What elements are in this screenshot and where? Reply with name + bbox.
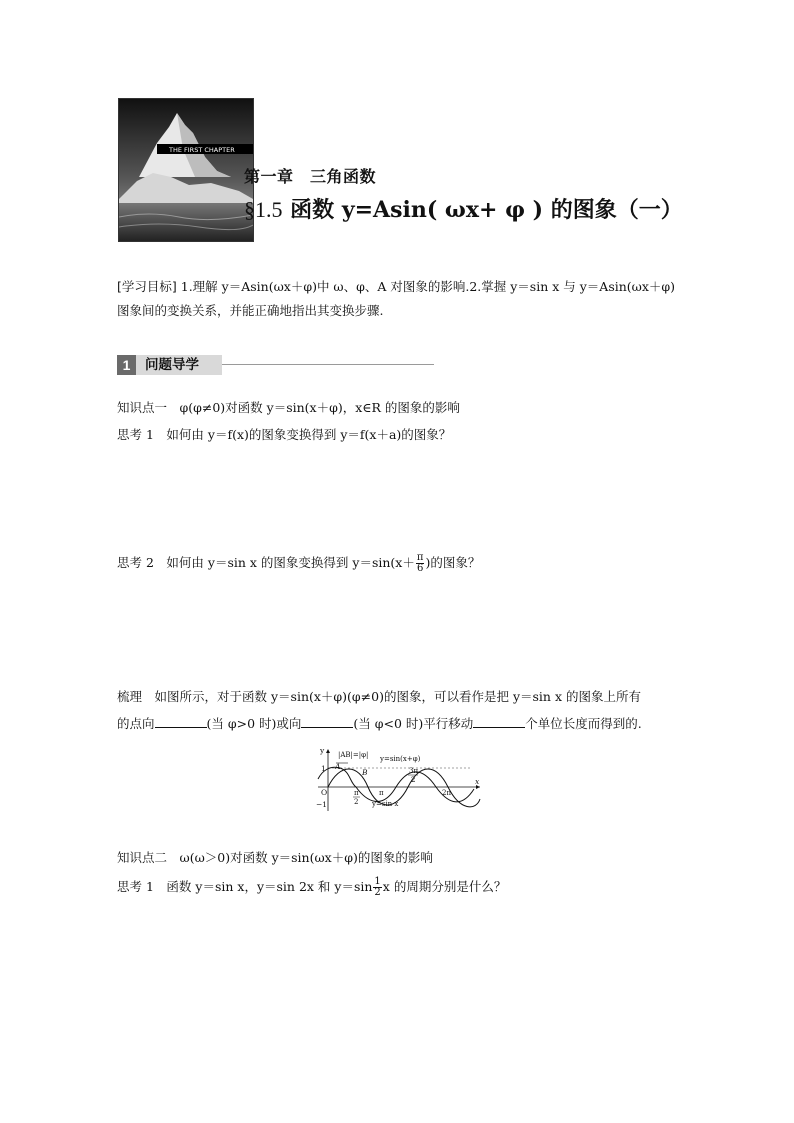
knowledge-point-2-heading: 知识点二 ω(ω＞0)对函数 y＝sin(ωx＋φ)的图象的影响 [117, 850, 433, 865]
pi-tick-label: π [379, 789, 384, 797]
three-pi-half-denominator: 2 [411, 776, 416, 784]
cover-caption: THE FIRST CHAPTER [169, 146, 235, 154]
ab-distance-label: |AB|=|φ| [338, 751, 369, 759]
think-question-1: 思考 1 如何由 y＝f(x)的图象变换得到 y＝f(x＋a)的图象？ [117, 427, 452, 442]
fill-blank-3[interactable] [473, 716, 525, 728]
fraction-numerator: π [416, 552, 424, 563]
summary-text-a: 的点向 [117, 716, 155, 731]
two-pi-tick-label: 2π [442, 789, 452, 797]
section-heading: 问题导学 [136, 355, 222, 375]
section-divider [222, 364, 434, 365]
section-number: §1.5 [244, 197, 283, 222]
knowledge-point-1-heading: 知识点一 φ(φ≠0)对函数 y＝sin(x＋φ)，x∈R 的图象的影响 [117, 400, 460, 415]
fill-blank-2[interactable] [301, 716, 353, 728]
summary-line-1: 梳理 如图所示，对于函数 y＝sin(x＋φ)(φ≠0)的图象，可以看作是把 y＝sin x 的图象上所有 [117, 689, 641, 704]
section-title-text: 函数 y=Asin( ωx+ φ ) 的图象（一） [290, 197, 683, 223]
shifted-curve-label: y=sin(x+φ) [380, 755, 421, 763]
think-question-2 [117, 553, 480, 574]
objectives-tag: [学习目标] [117, 279, 177, 294]
objectives-text: 1.理解 y＝Asin(ωx＋φ)中 ω、φ、A 对图象的影响.2.掌握 y＝sin x 与 y＝Asin(ωx＋φ)图象间的变换关系，并能正确地指出其变换步骤. [117, 279, 676, 318]
fraction-denominator: 2 [374, 887, 381, 898]
summary-line-2 [117, 710, 683, 737]
summary-text-c: (当 φ<0 时)平行移动 [353, 716, 474, 731]
pi-half-numerator: π [354, 789, 359, 797]
sin-x-curve-label: y=sin x [372, 800, 399, 808]
tick-neg1-label: −1 [316, 800, 328, 809]
think3-text-after: x 的周期分别是什么？ [382, 879, 507, 894]
sine-shift-graph [310, 745, 485, 813]
chapter-cover-image [118, 98, 254, 242]
summary-text-d: 个单位长度而得到的. [525, 716, 642, 731]
pi-over-6-fraction [416, 553, 425, 574]
tick-1-label: 1 [321, 764, 326, 773]
chapter-label: 第一章 三角函数 [244, 167, 377, 186]
one-half-fraction [373, 877, 381, 898]
fill-blank-1[interactable] [155, 716, 207, 728]
section-title [244, 193, 683, 224]
point-a-label: A [335, 762, 341, 771]
fraction-denominator: 6 [416, 563, 424, 574]
point-b-label: B [362, 768, 368, 777]
iceberg-illustration [119, 99, 253, 241]
think3-text-before: 思考 1 函数 y＝sin x，y＝sin 2x 和 y＝sin [117, 879, 373, 894]
think2-text-before: 思考 2 如何由 y＝sin x 的图象变换得到 y＝sin(x＋ [117, 555, 415, 570]
pi-half-denominator: 2 [354, 798, 359, 806]
think-question-3 [117, 877, 506, 898]
y-axis-label: y [320, 746, 325, 755]
three-pi-half-numerator: 3π [409, 767, 419, 775]
section-number-badge: 1 [117, 355, 136, 375]
think2-text-after: )的图象？ [425, 555, 481, 570]
sin-x-curve [328, 769, 480, 807]
x-axis-label: x [475, 777, 480, 786]
origin-label: O [321, 788, 328, 797]
fraction-numerator: 1 [374, 876, 381, 887]
y-axis-arrow [326, 749, 330, 753]
learning-objectives [117, 275, 679, 323]
summary-text-b: (当 φ>0 时)或向 [206, 716, 302, 731]
summary-paragraph [117, 683, 683, 737]
